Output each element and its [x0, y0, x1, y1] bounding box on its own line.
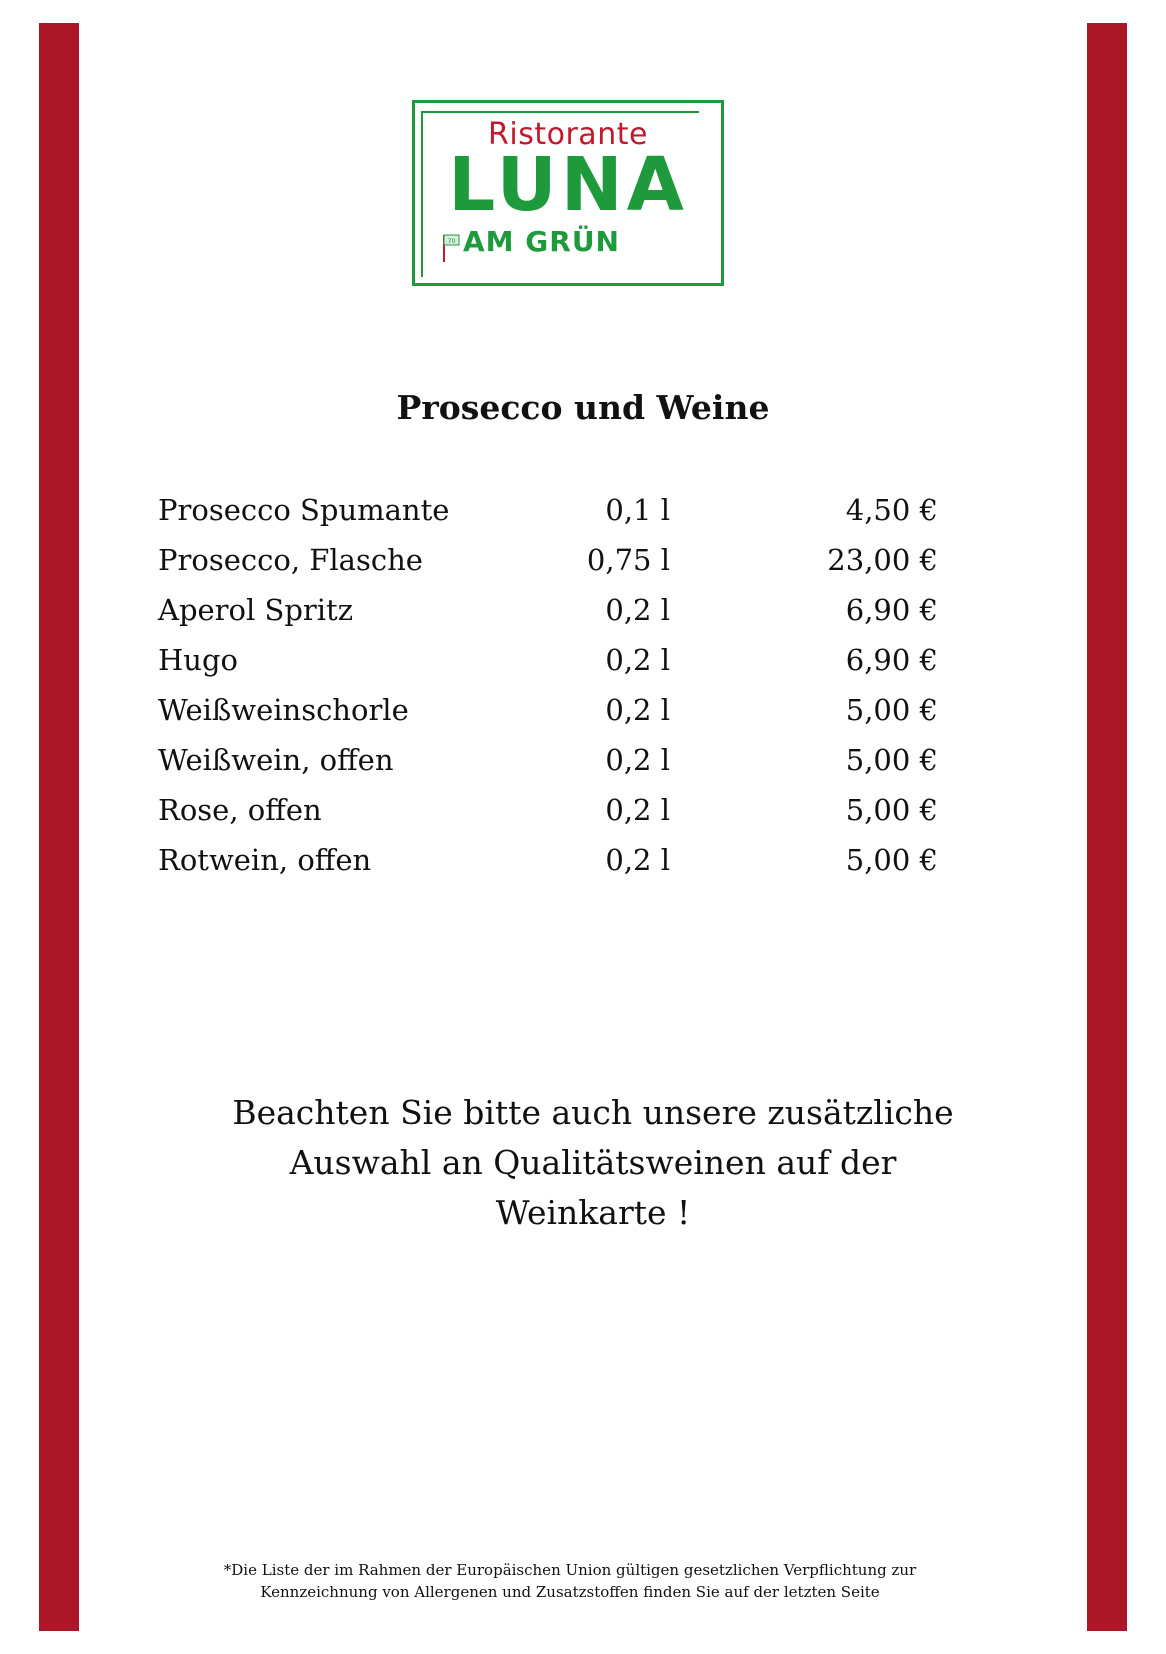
item-quantity: 0,2 l: [605, 693, 670, 727]
item-quantity: 0,2 l: [605, 593, 670, 627]
flag-number: 70: [447, 238, 456, 245]
logo-luna-text: LUNA: [448, 142, 688, 228]
menu-row: [158, 690, 938, 740]
item-quantity: 0,2 l: [605, 793, 670, 827]
item-quantity: 0,2 l: [605, 743, 670, 777]
item-name: Hugo: [158, 643, 238, 677]
footnote-line: Kennzeichnung von Allergenen und Zusatzstoffen finden Sie auf der letzten Seite: [260, 1583, 880, 1601]
note-line: Weinkarte !: [495, 1193, 691, 1232]
menu-row: [158, 490, 938, 540]
page-title: Prosecco und Weine: [396, 388, 770, 427]
item-price: 6,90 €: [845, 643, 938, 677]
item-price: 23,00 €: [827, 543, 938, 577]
note-line: Auswahl an Qualitätsweinen auf der: [289, 1143, 897, 1182]
item-name: Rotwein, offen: [158, 843, 372, 877]
restaurant-logo: [412, 100, 724, 286]
golf-flag-icon: [441, 233, 461, 263]
item-quantity: 0,75 l: [586, 543, 670, 577]
menu-row: [158, 840, 938, 890]
right-border-bar: [1087, 23, 1127, 1631]
item-name: Weißwein, offen: [158, 743, 394, 777]
item-price: 5,00 €: [845, 693, 938, 727]
menu-row: [158, 790, 938, 840]
item-quantity: 0,2 l: [605, 643, 670, 677]
logo-ristorante-text: Ristorante: [488, 117, 648, 152]
menu-row: [158, 540, 938, 590]
menu-row: [158, 740, 938, 790]
item-quantity: 0,1 l: [605, 493, 670, 527]
item-price: 6,90 €: [845, 593, 938, 627]
menu-row: [158, 590, 938, 640]
footnote-line: *Die Liste der im Rahmen der Europäischen Union gültigen gesetzlichen Verpflichtung zur: [223, 1561, 917, 1579]
item-price: 5,00 €: [845, 843, 938, 877]
wine-list-note: [0, 1088, 1166, 1238]
logo-am-gruen-text: AM GRÜN: [463, 225, 620, 258]
item-quantity: 0,2 l: [605, 843, 670, 877]
item-price: 5,00 €: [845, 743, 938, 777]
allergen-footnote: [0, 1559, 1140, 1603]
item-name: Rose, offen: [158, 793, 322, 827]
item-name: Weißweinschorle: [158, 693, 409, 727]
logo-inner-top-line: [421, 111, 699, 113]
left-border-bar: [39, 23, 79, 1631]
item-price: 5,00 €: [845, 793, 938, 827]
item-price: 4,50 €: [845, 493, 938, 527]
item-name: Prosecco Spumante: [158, 493, 450, 527]
item-name: Prosecco, Flasche: [158, 543, 423, 577]
item-name: Aperol Spritz: [158, 593, 353, 627]
drinks-menu-list: [158, 490, 938, 890]
menu-row: [158, 640, 938, 690]
note-line: Beachten Sie bitte auch unsere zusätzliche: [232, 1093, 954, 1132]
